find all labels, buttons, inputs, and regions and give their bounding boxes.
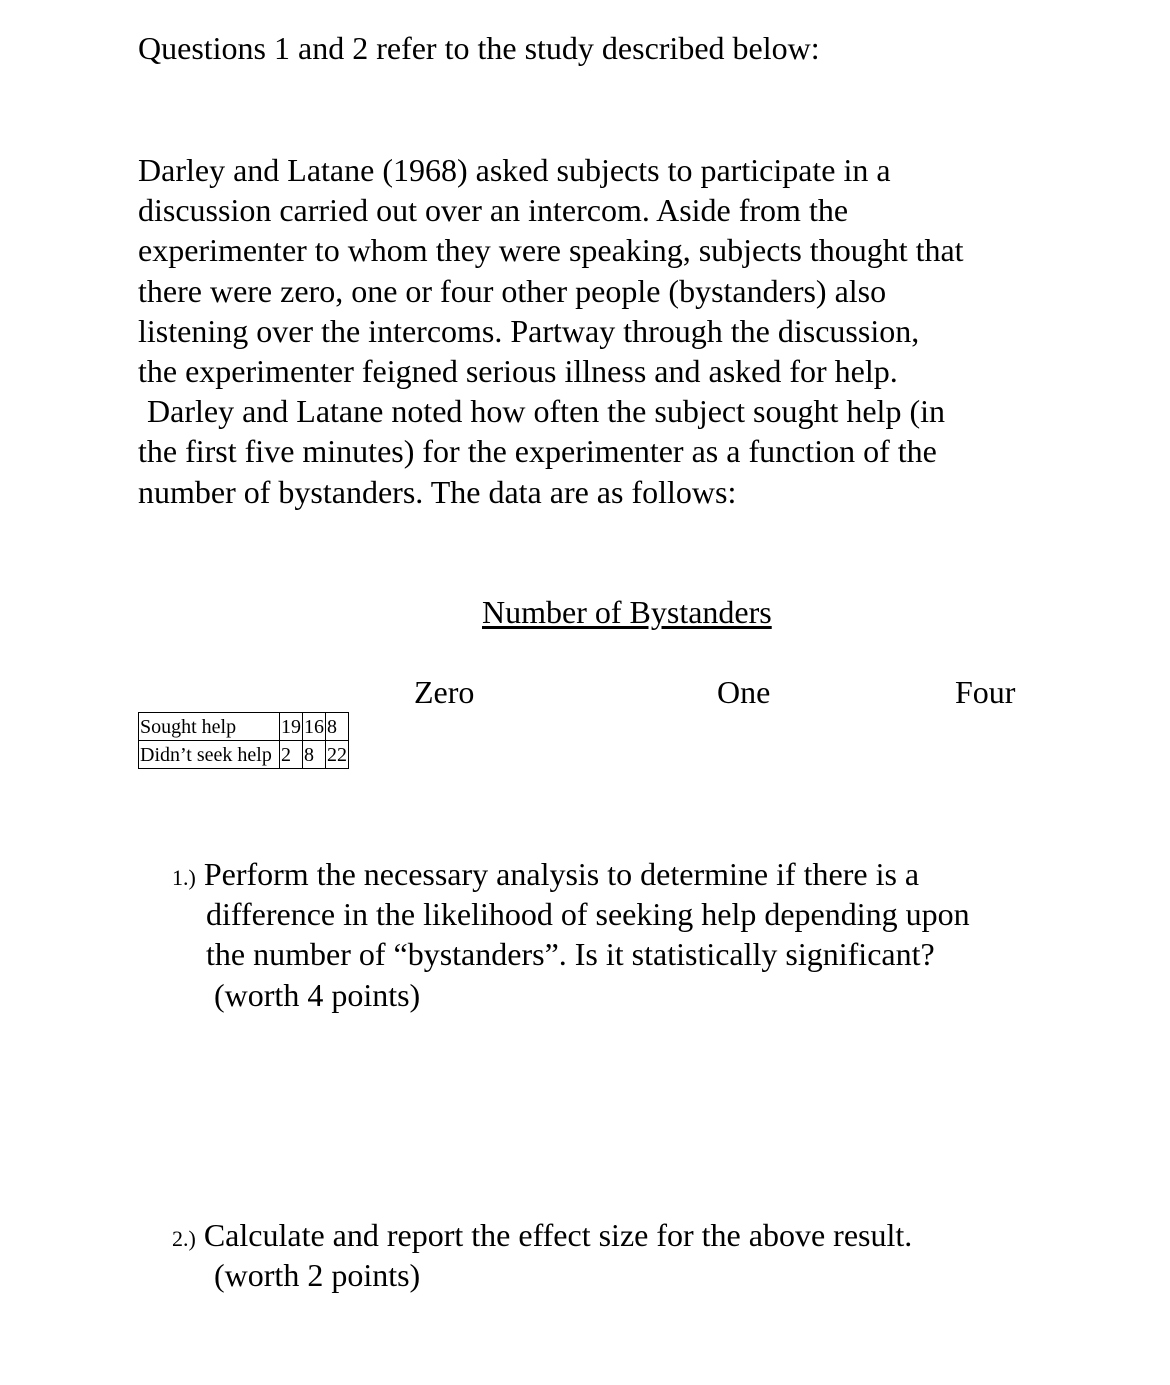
column-header-four: Four (955, 674, 1016, 710)
paragraph-line: the experimenter feigned serious illness and asked for help. (138, 352, 898, 389)
table-cell: 16 (303, 713, 326, 741)
row-label: Didn’t seek help (139, 741, 280, 769)
column-header-zero: Zero (414, 674, 475, 710)
page-heading: Questions 1 and 2 refer to the study described below: (138, 30, 820, 66)
paragraph-line: experimenter to whom they were speaking, subjects thought that (138, 232, 964, 269)
question-points: (worth 4 points) (214, 976, 421, 1013)
paragraph-line: Darley and Latane noted how often the subject sought help (in (147, 393, 945, 430)
question-line: difference in the likelihood of seeking help depending upon (206, 896, 970, 933)
paragraph-line: number of bystanders. The data are as follows: (138, 473, 737, 510)
question-number: 2.) (172, 1226, 196, 1251)
question-line: the number of “bystanders”. Is it statistically significant? (206, 936, 935, 973)
table-cell: 22 (326, 741, 349, 769)
study-description (138, 150, 964, 512)
paragraph-line: there were zero, one or four other people (bystanders) also (138, 272, 887, 309)
question-1 (172, 854, 970, 1015)
question-text: Calculate and report the effect size for the above result. (203, 1217, 913, 1253)
row-label: Sought help (139, 713, 280, 741)
table-row (139, 741, 349, 769)
data-table (138, 712, 349, 769)
question-line (172, 854, 970, 894)
question-2 (172, 1215, 912, 1295)
table-cell: 8 (303, 741, 326, 769)
question-number: 1.) (172, 865, 196, 890)
table-row (139, 713, 349, 741)
column-header-one: One (717, 674, 771, 710)
table-cell: 19 (280, 713, 303, 741)
question-text: Perform the necessary analysis to determine if there is a (203, 856, 920, 892)
table-cell: 8 (326, 713, 349, 741)
paragraph-line: discussion carried out over an intercom. Aside from the (138, 192, 849, 229)
paragraph-line: listening over the intercoms. Partway through the discussion, (138, 312, 920, 349)
question-line (172, 1215, 912, 1255)
table-title: Number of Bystanders (482, 594, 772, 630)
question-points: (worth 2 points) (214, 1257, 421, 1294)
paragraph-line: Darley and Latane (1968) asked subjects to participate in a (138, 152, 891, 188)
paragraph-line: the first five minutes) for the experimenter as a function of the (138, 433, 937, 470)
table-cell: 2 (280, 741, 303, 769)
